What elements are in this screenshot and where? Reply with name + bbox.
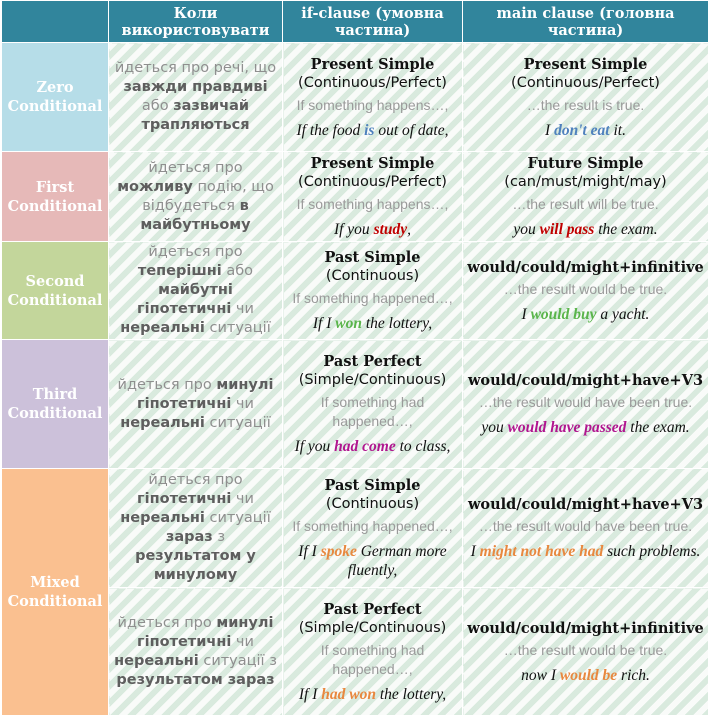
main-clause-cell — [463, 242, 709, 340]
if-example: If I spoke German more fluently, — [298, 543, 447, 579]
main-example: I might not have had such problems. — [470, 543, 701, 560]
if-clause-cell — [283, 469, 463, 588]
if-tense: Past Perfect — [323, 353, 422, 370]
main-tense: would/could/might+have+V3 — [467, 372, 704, 389]
main-clause-cell — [463, 588, 709, 716]
type-second-conditional: Second Conditional — [2, 242, 109, 340]
if-example: If you had come to class, — [294, 438, 451, 455]
if-clause-cell — [283, 152, 463, 242]
if-tense-variants: (Continuous) — [325, 496, 420, 512]
row-second-conditional — [2, 242, 709, 340]
conditionals-table — [1, 0, 709, 716]
type-zero-conditional: Zero Conditional — [2, 43, 109, 152]
usage-text: йдеться про речі, що завжди правдиві або зазвичай трапляються — [114, 60, 277, 133]
if-example: If the food is out of date, — [296, 121, 449, 139]
if-tense: Present Simple — [310, 55, 435, 73]
main-template: …the result would be true. — [503, 280, 668, 297]
if-tense: Past Simple — [324, 477, 421, 494]
header-main-clause: main clause (головна частина) — [463, 1, 709, 43]
if-clause-cell — [283, 43, 463, 152]
row-zero-conditional — [2, 43, 709, 152]
if-template: If something had happened…, — [320, 394, 425, 429]
usage-text: йдеться про минулі гіпотетичні чи нереальні ситуації — [117, 376, 274, 431]
row-mixed-conditional-b — [2, 588, 709, 716]
usage-text: йдеться про гіпотетичні чи нереальні ситуації зараз з результатом у минулому — [120, 472, 271, 583]
if-tense-variants: (Continuous) — [325, 268, 420, 284]
if-clause-cell — [283, 588, 463, 716]
main-tense: Future Simple — [527, 155, 644, 172]
if-template: If something happens…, — [296, 96, 449, 113]
type-first-conditional: First Conditional — [2, 152, 109, 242]
row-first-conditional — [2, 152, 709, 242]
if-example: If I won the lottery, — [312, 315, 433, 332]
usage-text: йдеться про теперішні або майбутні гіпотетичні чи нереальні ситуації — [120, 244, 271, 336]
main-template: …the result would have been true. — [478, 518, 693, 534]
main-tense-variants: (Continuous/Perfect) — [511, 74, 660, 91]
if-tense-variants: (Continuous/Perfect) — [298, 74, 447, 91]
header-usage: Коли використовувати — [109, 1, 283, 43]
usage-cell — [109, 242, 283, 340]
if-tense: Present Simple — [310, 155, 435, 172]
main-tense: would/could/might+infinitive — [467, 619, 704, 637]
if-example: If I had won the lottery, — [298, 685, 447, 703]
main-example: I don't eat it. — [545, 121, 626, 139]
main-template: …the result would be true. — [503, 641, 668, 658]
main-template: …the result would have been true. — [478, 394, 693, 410]
header-row — [2, 1, 709, 43]
if-tense-variants: (Simple/Continuous) — [298, 372, 447, 388]
main-tense-variants: (can/must/might/may) — [504, 174, 667, 190]
if-template: If something happened…, — [292, 518, 453, 534]
type-third-conditional: Third Conditional — [2, 340, 109, 469]
header-if-clause: if-clause (умовна частина) — [283, 1, 463, 43]
main-example: now I would be rich. — [521, 666, 650, 684]
usage-cell — [109, 43, 283, 152]
row-mixed-conditional-a — [2, 469, 709, 588]
main-clause-cell — [463, 469, 709, 588]
if-clause-cell — [283, 340, 463, 469]
main-template: …the result is true. — [526, 96, 645, 113]
usage-text: йдеться про можливу подію, що відбудеться в майбутньому — [117, 159, 274, 233]
type-mixed-conditional: Mixed Conditional — [2, 469, 109, 716]
usage-cell — [109, 588, 283, 716]
main-example: you would have passed the exam. — [481, 419, 690, 436]
main-clause-cell — [463, 43, 709, 152]
main-example: you will pass the exam. — [513, 221, 658, 238]
main-tense: would/could/might+infinitive — [467, 258, 704, 276]
if-tense: Past Perfect — [323, 600, 422, 618]
if-tense-variants: (Simple/Continuous) — [298, 619, 447, 636]
if-tense-variants: (Continuous/Perfect) — [298, 174, 447, 190]
main-example: I would buy a yacht. — [521, 305, 650, 323]
header-corner — [2, 1, 109, 43]
usage-cell — [109, 469, 283, 588]
if-example: If you study, — [333, 221, 412, 238]
if-template: If something had happened…, — [320, 641, 425, 677]
main-clause-cell — [463, 340, 709, 469]
if-template: If something happens…, — [296, 196, 449, 212]
main-tense: would/could/might+have+V3 — [467, 496, 704, 513]
usage-cell — [109, 152, 283, 242]
usage-cell — [109, 340, 283, 469]
main-tense: Present Simple — [523, 55, 648, 73]
if-tense: Past Simple — [324, 249, 421, 266]
usage-text: йдеться про минулі гіпотетичні чи нереальні ситуації з результатом зараз — [114, 614, 277, 688]
if-clause-cell — [283, 242, 463, 340]
main-template: …the result will be true. — [512, 196, 659, 212]
main-clause-cell — [463, 152, 709, 242]
row-third-conditional — [2, 340, 709, 469]
if-template: If something happened…, — [292, 290, 453, 306]
